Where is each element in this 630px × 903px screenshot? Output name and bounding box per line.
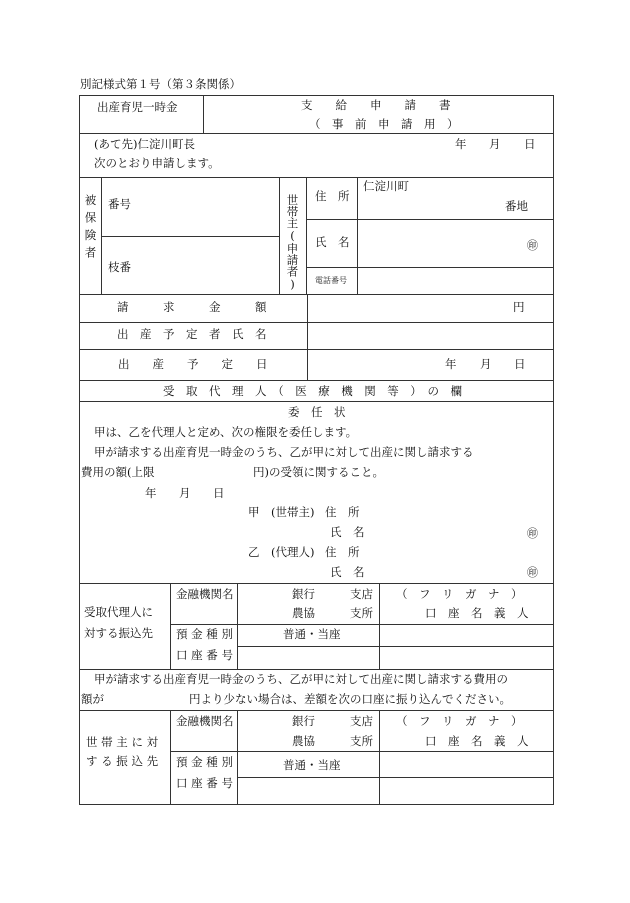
form-category: 出産育児一時金 [97,100,178,114]
applicant-block-bottom [79,294,554,295]
party-b-label: 乙 (代理人) [248,545,315,559]
addressee-row-bottom [79,177,554,178]
expectant-name-label: 出 産 予 定 者 氏 名 [117,327,267,341]
insured-mid-line [101,236,279,237]
poa-block-bottom [79,583,554,584]
intro-text: 次のとおり申請します。 [94,156,220,170]
poa-date-day: 日 [213,486,225,500]
frame-right [553,95,554,805]
hh-bank-row1-bottom [170,751,554,752]
title-divider [203,95,204,133]
seal-mark: ㊞ [527,239,538,252]
frame-bottom [79,804,554,805]
due-date-row-bottom [79,380,554,381]
hh-furigana: （ フ リ ガ ナ ） [396,714,523,728]
hh-branch-text: 支店 [350,714,373,728]
expectant-row-bottom [79,349,554,350]
name-label: 氏 名 [315,235,350,249]
hh-bank-row2-bottom [237,777,554,778]
poa-date-month: 月 [179,486,191,500]
due-date-label: 出 産 予 定 日 [118,357,268,371]
hh-transfer-label-2: す る 振 込 先 [86,754,159,768]
claim-divider [307,294,308,380]
proxy-header-bottom [79,401,554,402]
hh-type-value: 普通・当座 [283,758,341,772]
claim-amount-unit: 円 [513,300,525,314]
householder-label-right [306,177,307,294]
party-a-label: 甲 (世帯主) [248,505,315,519]
address-suffix: 番地 [505,199,528,213]
proxy-bank-label-right [170,583,171,669]
insured-number-label: 番号 [108,197,131,211]
due-date-month: 月 [480,357,492,371]
hh-bank-holder-left [379,710,380,804]
proxy-bank-holder-left [379,583,380,669]
difference-line2-b: 円より少ない場合は、差額を次の口座に振り込んでください。 [189,692,511,706]
poa-line2: 甲が請求する出産育児一時金のうち、乙が甲に対して出産に関し請求する [94,445,474,459]
proxy-transfer-label-1: 受取代理人に [84,605,153,619]
party-b-name-label: 氏 名 [330,565,365,579]
poa-title: 委 任 状 [288,405,346,419]
proxy-branch-text: 支店 [350,587,373,601]
claim-amount-label: 請 求 金 額 [117,300,267,314]
hh-number-label: 口 座 番 号 [176,776,233,790]
frame-left [79,95,80,805]
hh-bank-text: 銀行 [292,714,315,728]
title-row-bottom [79,133,554,134]
hh-agri-text: 農協 [292,734,315,748]
proxy-section-header: 受 取 代 理 人 （ 医 療 機 関 等 ） の 欄 [163,384,462,398]
address-row-bottom [306,219,554,220]
poa-line1: 甲は、乙を代理人と定め、次の権限を委任します。 [94,425,358,439]
insured-label: 被保険者 [83,194,98,264]
proxy-number-label: 口 座 番 号 [176,648,233,662]
header-note: 別記様式第１号（第３条関係） [80,77,241,91]
proxy-bank-row1-bottom [170,624,554,625]
proxy-furigana: （ フ リ ガ ナ ） [396,587,523,601]
proxy-bank-text: 銀行 [292,587,315,601]
proxy-institution-label: 金融機関名 [176,587,234,601]
party-a-seal: ㊞ [527,527,538,540]
addressee: (あて先)仁淀川町長 [94,137,195,151]
hh-institution-label: 金融機関名 [176,714,234,728]
proxy-type-label: 預 金 種 別 [176,627,233,641]
hh-transfer-label-1: 世 帯 主 に 対 [86,735,159,749]
poa-line3-b: 円)の受領に関すること。 [253,465,384,479]
address-label: 住 所 [315,189,350,203]
frame-top [79,95,554,96]
date-month: 月 [489,137,501,151]
proxy-type-value: 普通・当座 [283,627,341,641]
difference-bottom [79,710,554,711]
hh-bank-field-right [237,710,238,804]
amount-row-bottom [79,322,554,323]
party-a-name-label: 氏 名 [330,525,365,539]
due-date-day: 日 [514,357,526,371]
poa-date-year: 年 [145,486,157,500]
proxy-agri-text: 農協 [292,606,315,620]
name-row-bottom [306,267,554,268]
field-label-right [357,177,358,294]
party-b-address-label: 住 所 [325,545,360,559]
insured-branch-label: 枝番 [108,260,131,274]
hh-bank-label-right [170,710,171,804]
date-year: 年 [455,137,467,151]
date-day: 日 [524,137,536,151]
insured-right-line [279,177,280,294]
phone-label: 電話番号 [315,276,347,285]
proxy-bank-field-right [237,583,238,669]
difference-line2-a: 額が [81,692,104,706]
proxy-office-text: 支所 [350,606,373,620]
householder-label: 世帯主(申請者) [285,194,300,291]
difference-line1: 甲が請求する出産育児一時金のうち、乙が甲に対して出産に関し請求する費用の [94,672,508,686]
address-value: 仁淀川町 [363,179,409,193]
proxy-holder: 口 座 名 義 人 [425,606,529,620]
party-a-address-label: 住 所 [325,505,360,519]
hh-holder: 口 座 名 義 人 [425,734,529,748]
proxy-bank-row2-bottom [237,646,554,647]
poa-line3-a: 費用の額(上限 [81,465,155,479]
proxy-transfer-label-2: 対する振込先 [84,626,153,640]
proxy-bank-bottom [79,669,554,670]
hh-type-label: 預 金 種 別 [176,755,233,769]
party-b-seal: ㊞ [527,566,538,579]
form-title: 支 給 申 請 書 [301,98,451,112]
form-subtitle: （ 事 前 申 請 用 ） [309,117,459,131]
due-date-year: 年 [445,357,457,371]
hh-office-text: 支所 [350,734,373,748]
